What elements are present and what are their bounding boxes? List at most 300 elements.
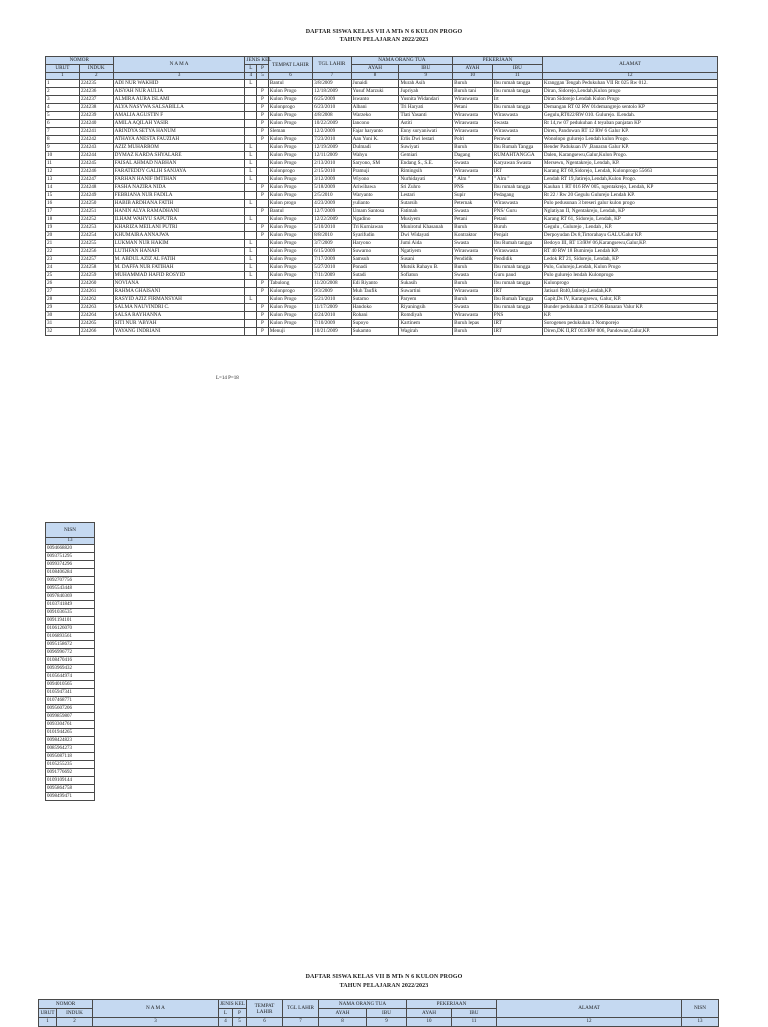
cell-nama: ALYA NASYWA SALSABILLA (113, 104, 245, 112)
cell-induk: 224244 (79, 152, 113, 160)
cell-tgl-lahir: 2/13/2010 (313, 160, 351, 168)
cell-l: L (245, 264, 257, 272)
cell-tgl-lahir: 9/3/2009 (313, 288, 351, 296)
cell-alamat: Kranggan Tengah Pedukuhan VII Rt 025 Rw 012. (542, 80, 717, 88)
cell-alamat: Gegulu , Gulurejo , Lendah , KP. (542, 224, 717, 232)
cell-tgl-lahir: 5/21/2010 (313, 296, 351, 304)
table-row (46, 208, 718, 216)
gender-count: L=14 P=18 (216, 376, 239, 381)
cell-ibu: Riyaningsih (399, 304, 453, 312)
cell-l (245, 232, 257, 240)
doc-subtitle: TAHUN PELAJARAN 2022/2023 (339, 37, 429, 43)
cell-pekerjaan-ayah: PNS (453, 184, 493, 192)
cell-nisn: 0105644974 (46, 673, 95, 681)
cell-tgl-lahir: 3/12/2009 (313, 176, 351, 184)
cell-p: P (257, 224, 269, 232)
cell-ayah: Waryanto (351, 192, 399, 200)
cell-l (245, 96, 257, 104)
cell-pekerjaan-ayah: Swasta (453, 272, 493, 280)
cell-alamat: Derpoyudan Ds 8,Tirtorahayu GALUGalur KP. (542, 232, 717, 240)
cell-alamat: Pulo gulurejo lendah Kulonprogo (542, 272, 717, 280)
cell-ayah: Aan Yuni K. (351, 136, 399, 144)
cell-alamat: Nglatiyan II, Ngentakrejo, Lendah, KP (542, 208, 717, 216)
cell-pekerjaan-ayah: Peternak (453, 200, 493, 208)
cell-nisn: 0106126070 (46, 625, 95, 633)
cell-pekerjaan-ayah: Wiraswasta (453, 96, 493, 104)
cell-tgl-lahir: 12/7/2009 (313, 208, 351, 216)
cell-urut: 14 (46, 184, 80, 192)
cell-tempat-lahir: Menuji (268, 328, 312, 336)
cell-pekerjaan-ibu: Pendidik (492, 256, 542, 264)
header-nisn: NISN (46, 523, 95, 538)
cell-urut: 32 (46, 328, 80, 336)
cell-ibu: Musiyem (399, 216, 453, 224)
cell-pekerjaan-ibu: Ibu rumah tangga (492, 184, 542, 192)
cell-ibu: Astiti (399, 120, 453, 128)
column-index-cell: 7 (313, 73, 351, 80)
cell-alamat: Kauhan 1 RT 016 RW 005, ngentakrejo, Lendah, KP (542, 184, 717, 192)
cell-pekerjaan-ibu: Karyawan Swasta (492, 160, 542, 168)
column-index-cell: 12 (542, 73, 717, 80)
column-index-cell: 10 (407, 1018, 452, 1027)
table-row (46, 312, 718, 320)
cell-ayah: Umam Santosa (351, 208, 399, 216)
cell-ibu: Tri Haryati (399, 104, 453, 112)
cell-nama: AMILA AQILAH YASIR (113, 120, 245, 128)
cell-urut: 4 (46, 104, 80, 112)
cell-tempat-lahir: Kulon Progo (268, 152, 312, 160)
cell-ibu: Ngatiyem (399, 248, 453, 256)
table-row (46, 216, 718, 224)
cell-ayah: Suwarno (351, 248, 399, 256)
cell-l (245, 328, 257, 336)
cell-l: L (245, 216, 257, 224)
table-row (46, 304, 718, 312)
cell-p (257, 168, 269, 176)
cell-induk: 224266 (79, 328, 113, 336)
cell-ibu: Tlati Yasanti (399, 112, 453, 120)
cell-urut: 22 (46, 248, 80, 256)
cell-pekerjaan-ayah: Kontraktor (453, 232, 493, 240)
cell-l: L (245, 248, 257, 256)
header-pekerjaan: PEKERJAAN (453, 57, 543, 65)
cell-nisn: 0108406284 (46, 569, 95, 577)
cell-tempat-lahir: Kulon Progo (268, 192, 312, 200)
cell-ibu: Kartinem (399, 320, 453, 328)
cell-l: L (245, 200, 257, 208)
cell-pekerjaan-ibu: PNS (492, 312, 542, 320)
cell-nisn: 0095543448 (46, 585, 95, 593)
cell-ibu: Fatimah (399, 208, 453, 216)
table-row (46, 136, 718, 144)
cell-ayah: yulianto (351, 200, 399, 208)
cell-pekerjaan-ibu: Ibu Rumah tangga (492, 240, 542, 248)
cell-tgl-lahir: 4/23/2009 (313, 200, 351, 208)
cell-ibu: Suwartini (399, 288, 453, 296)
cell-nisn: 0085964273 (46, 745, 95, 753)
cell-tempat-lahir: Kulon Progo (268, 320, 312, 328)
cell-ayah: Wahyu (351, 152, 399, 160)
cell-ayah: Ponadi (351, 264, 399, 272)
cell-l: L (245, 176, 257, 184)
cell-p: P (257, 288, 269, 296)
cell-tgl-lahir: 5/27/2010 (313, 264, 351, 272)
header-urut: URUT (46, 65, 80, 73)
cell-tgl-lahir: 6/23/2010 (313, 104, 351, 112)
cell-nama: FEBRIANA NUR FADILA (113, 192, 245, 200)
cell-nisn: 0095158672 (46, 641, 95, 649)
cell-urut: 20 (46, 232, 80, 240)
cell-pekerjaan-ayah: Supir (453, 192, 493, 200)
column-index-row-2 (39, 1018, 719, 1027)
cell-tempat-lahir: Kulon Progo (268, 136, 312, 144)
cell-p (257, 296, 269, 304)
cell-pekerjaan-ayah: Polri (453, 136, 493, 144)
header2-pekerjaan-ibu: IBU (452, 1009, 497, 1018)
table-row (46, 248, 718, 256)
cell-urut: 13 (46, 176, 80, 184)
cell-ayah: Iswanto (351, 96, 399, 104)
cell-nama: ATHAYA ANESTA FAUZIAH (113, 136, 245, 144)
nisn-row (46, 641, 95, 649)
cell-pekerjaan-ibu: IRT (492, 328, 542, 336)
cell-p (257, 200, 269, 208)
cell-induk: 224250 (79, 200, 113, 208)
cell-p (257, 144, 269, 152)
cell-p (257, 272, 269, 280)
cell-pekerjaan-ayah: " Alm " (453, 176, 493, 184)
cell-p: P (257, 128, 269, 136)
header2-nomor: NOMOR (39, 1000, 93, 1009)
cell-tempat-lahir: Kulon Progo (268, 312, 312, 320)
column-index-cell: 1 (39, 1018, 57, 1027)
cell-l (245, 312, 257, 320)
cell-pekerjaan-ibu: Ibu rumah tangga (492, 280, 542, 288)
cell-tgl-lahir: 11/17/2009 (313, 304, 351, 312)
cell-nama: LUTHFAN HANAFI (113, 248, 245, 256)
cell-tgl-lahir: 5/18/2009 (313, 184, 351, 192)
cell-alamat: Karang RT 60,Sidorejo, Lendah, Kulonprogo 55663 (542, 168, 717, 176)
nisn-index: 13 (46, 538, 95, 545)
cell-induk: 224257 (79, 256, 113, 264)
nisn-row (46, 737, 95, 745)
cell-pekerjaan-ibu: IRT (492, 320, 542, 328)
cell-ayah: Pramuji (351, 168, 399, 176)
cell-ayah: Handoko (351, 304, 399, 312)
cell-nisn: 0098424823 (46, 737, 95, 745)
cell-ibu: Sutarsih (399, 200, 453, 208)
column-index-cell: 4 (219, 1018, 233, 1027)
nisn-row (46, 665, 95, 673)
cell-l: L (245, 144, 257, 152)
cell-nisn: 0091776692 (46, 769, 95, 777)
cell-pekerjaan-ibu: Petani (492, 216, 542, 224)
cell-l (245, 224, 257, 232)
nisn-row (46, 713, 95, 721)
cell-alamat: Diran, Sidorejo,Lendah,Kulon progo (542, 88, 717, 96)
cell-tempat-lahir: Kulon progo (268, 200, 312, 208)
cell-pekerjaan-ibu: Perawat (492, 136, 542, 144)
table-row (46, 184, 718, 192)
cell-alamat: Ledok RT 21, Sidorejo, Lendah, KP (542, 256, 717, 264)
cell-ayah: Haryono (351, 240, 399, 248)
nisn-row (46, 793, 95, 801)
cell-nisn: 0091194101 (46, 617, 95, 625)
cell-tempat-lahir: Kulon Progo (268, 304, 312, 312)
cell-urut: 24 (46, 264, 80, 272)
column-index-row (46, 73, 718, 80)
cell-induk: 224260 (79, 280, 113, 288)
cell-pekerjaan-ayah: Buruh (453, 264, 493, 272)
column-index-cell: 5 (233, 1018, 247, 1027)
column-index-cell: 6 (247, 1018, 283, 1027)
cell-nisn: 0101944265 (46, 729, 95, 737)
cell-nama: SALMA NAUVINDRI C. (113, 304, 245, 312)
table-row (46, 296, 718, 304)
cell-alamat: Pulo, Gulurejo,Lendah, Kulon Progo (542, 264, 717, 272)
cell-pekerjaan-ayah: Buruh (453, 328, 493, 336)
nisn-row (46, 593, 95, 601)
cell-pekerjaan-ayah: Wiraswasta (453, 248, 493, 256)
cell-tgl-lahir: 11/20/2008 (313, 280, 351, 288)
cell-ayah: Sutarno (351, 296, 399, 304)
cell-p (257, 264, 269, 272)
cell-nama: LUKMAN NUR HAKIM (113, 240, 245, 248)
cell-l (245, 208, 257, 216)
cell-l (245, 192, 257, 200)
cell-tgl-lahir: 4/8/2008 (313, 112, 351, 120)
nisn-row (46, 585, 95, 593)
cell-nisn: 0095864758 (46, 785, 95, 793)
cell-pekerjaan-ibu: Pedagang (492, 192, 542, 200)
cell-pekerjaan-ayah: Wiraswasta (453, 288, 493, 296)
cell-urut: 28 (46, 296, 80, 304)
header-p: P (257, 65, 269, 73)
cell-nama: FARATEDDY GALIH SANJAYA (113, 168, 245, 176)
cell-tempat-lahir: Tabulong (268, 280, 312, 288)
cell-urut: 3 (46, 96, 80, 104)
cell-alamat: Rt 22 / Rw 20 Gegulu Gulurejo Lendah KP. (542, 192, 717, 200)
cell-p: P (257, 120, 269, 128)
cell-p: P (257, 192, 269, 200)
header-pekerjaan-ayah: AYAH (453, 65, 493, 73)
cell-nisn: 0108470416 (46, 657, 95, 665)
cell-nama: RAHMA GHAISANI (113, 288, 245, 296)
cell-l (245, 104, 257, 112)
cell-induk: 224263 (79, 304, 113, 312)
header2-jenis-kel: JENIS KEL (220, 1000, 245, 1007)
nisn-table (45, 522, 95, 801)
cell-ayah: Junaidi (351, 80, 399, 88)
cell-induk: 224238 (79, 104, 113, 112)
cell-tgl-lahir: 3/8/2009 (313, 80, 351, 88)
cell-pekerjaan-ibu: PNS/ Guru (492, 208, 542, 216)
cell-induk: 224239 (79, 112, 113, 120)
column-index-cell: 9 (399, 73, 453, 80)
cell-nisn: 0096996772 (46, 649, 95, 657)
cell-nama: FASHA NAZIRA NIDA (113, 184, 245, 192)
cell-p (257, 240, 269, 248)
cell-nisn: 0093969432 (46, 665, 95, 673)
cell-tgl-lahir: 4/24/2010 (313, 312, 351, 320)
cell-tempat-lahir: Bantul (268, 80, 312, 88)
cell-induk: 224235 (79, 80, 113, 88)
nisn-row (46, 545, 95, 553)
column-index-cell: 5 (257, 73, 269, 80)
cell-pekerjaan-ibu: " Alm " (492, 176, 542, 184)
table-row (46, 80, 718, 88)
cell-nisn: 0095607206 (46, 705, 95, 713)
cell-urut: 2 (46, 88, 80, 96)
cell-ayah: Albani (351, 104, 399, 112)
cell-ayah: Yusuf Marzuki (351, 88, 399, 96)
cell-ibu: Yusnita Widandari (399, 96, 453, 104)
cell-induk: 224264 (79, 312, 113, 320)
cell-pekerjaan-ayah: Swasta (453, 160, 493, 168)
table-row (46, 280, 718, 288)
cell-ibu: Sri Zuhro (399, 184, 453, 192)
cell-pekerjaan-ayah: Buruh (453, 144, 493, 152)
cell-urut: 10 (46, 152, 80, 160)
table-row (46, 192, 718, 200)
cell-induk: 224255 (79, 240, 113, 248)
cell-tempat-lahir: Kulon Progo (268, 176, 312, 184)
header2-tgl-lahir: TGL LAHIR (283, 1000, 319, 1018)
cell-nama: M. ABDUL AZIZ AL FATIH (113, 256, 245, 264)
cell-induk: 224241 (79, 128, 113, 136)
nisn-row (46, 729, 95, 737)
cell-tempat-lahir: Kulon Progo (268, 264, 312, 272)
nisn-row (46, 697, 95, 705)
cell-nama: AZIZ MUHARROM (113, 144, 245, 152)
cell-urut: 1 (46, 80, 80, 88)
cell-pekerjaan-ayah: Buruh (453, 224, 493, 232)
cell-p: P (257, 136, 269, 144)
cell-nama: ARINDYA SETYA HANUM (113, 128, 245, 136)
cell-ibu: Nurhidayati (399, 176, 453, 184)
nisn-row (46, 673, 95, 681)
cell-nama: KHARIZA MEILANI PUTRI (113, 224, 245, 232)
cell-alamat: Diran Sidorejo Lendah Kulon Progo (542, 96, 717, 104)
cell-nisn: 0092707756 (46, 577, 95, 585)
table-row (46, 176, 718, 184)
cell-l (245, 136, 257, 144)
cell-tgl-lahir: 7/10/2009 (313, 320, 351, 328)
nisn-row (46, 745, 95, 753)
cell-alamat: Diren, Pandowan RT 12 RW 6 Galur KP. (542, 128, 717, 136)
cell-nama: MUHAMMAD HAFID ROSYID (113, 272, 245, 280)
cell-pekerjaan-ayah: Wiraswasta (453, 312, 493, 320)
header-induk: INDUK (79, 65, 113, 73)
column-index-cell: 2 (57, 1018, 93, 1027)
column-index-cell: 2 (79, 73, 113, 80)
nisn-row (46, 721, 95, 729)
cell-induk: 224254 (79, 232, 113, 240)
table-row (46, 160, 718, 168)
cell-alamat: Gapit,Ds IV, Karangsewu, Galur, KP. (542, 296, 717, 304)
cell-pekerjaan-ayah: Buruh lepas (453, 320, 493, 328)
cell-p (257, 248, 269, 256)
cell-tgl-lahir: 3/7/2009 (313, 240, 351, 248)
cell-induk: 224242 (79, 136, 113, 144)
table-row (46, 224, 718, 232)
cell-p: P (257, 320, 269, 328)
cell-ibu: Sukasih (399, 280, 453, 288)
column-index-cell: 10 (453, 73, 493, 80)
cell-pekerjaan-ibu: Ibu rumah tangga (492, 104, 542, 112)
table-row (46, 264, 718, 272)
column-index-cell: 11 (492, 73, 542, 80)
cell-urut: 15 (46, 192, 80, 200)
cell-urut: 7 (46, 128, 80, 136)
cell-p: P (257, 208, 269, 216)
cell-induk: 224261 (79, 288, 113, 296)
column-index-cell: 7 (283, 1018, 319, 1027)
cell-pekerjaan-ibu: Wiraswasta (492, 128, 542, 136)
cell-ibu: Dwi Widayati (399, 232, 453, 240)
cell-tgl-lahir: 12/22/2009 (313, 216, 351, 224)
cell-alamat: Diren,DK II,RT 013/RW 006, Pandowan,Galur,KP. (542, 328, 717, 336)
cell-ayah: Syarifudin (351, 232, 399, 240)
cell-urut: 11 (46, 160, 80, 168)
cell-pekerjaan-ibu: Penjait (492, 232, 542, 240)
cell-nisn: 0093751295 (46, 553, 95, 561)
cell-urut: 9 (46, 144, 80, 152)
cell-p: P (257, 184, 269, 192)
table-row (46, 112, 718, 120)
student-table-2 (38, 999, 719, 1027)
column-index-cell: 11 (452, 1018, 497, 1027)
cell-urut: 12 (46, 168, 80, 176)
cell-l (245, 280, 257, 288)
cell-nisn: 0095087118 (46, 753, 95, 761)
cell-nisn: 0097840369 (46, 593, 95, 601)
cell-urut: 5 (46, 112, 80, 120)
nisn-row (46, 601, 95, 609)
cell-ayah: Ngadino (351, 216, 399, 224)
column-index-cell: 3 (113, 73, 245, 80)
cell-ibu: Susani (399, 256, 453, 264)
cell-urut: 23 (46, 256, 80, 264)
cell-ayah: Warzeko (351, 112, 399, 120)
cell-ibu: Murah Asih (399, 80, 453, 88)
cell-pekerjaan-ayah: Swasta (453, 240, 493, 248)
cell-tgl-lahir: 2/15/2010 (313, 168, 351, 176)
column-index-cell: 8 (351, 73, 399, 80)
cell-nisn: 0093304761 (46, 721, 95, 729)
cell-ibu: Romdiyah (399, 312, 453, 320)
nisn-row (46, 769, 95, 777)
column-index-cell: 9 (367, 1018, 407, 1027)
cell-tgl-lahir: 6/15/2009 (313, 248, 351, 256)
doc2-title: DAFTAR SISWA KELAS VII B MTs N 6 KULON PROGO (305, 974, 463, 980)
cell-ayah: Muh Taufik (351, 288, 399, 296)
cell-urut: 18 (46, 216, 80, 224)
header-jenis-kel: JENIS KEL (246, 57, 272, 63)
cell-ayah: Supoyo (351, 320, 399, 328)
nisn-row (46, 705, 95, 713)
table-row (46, 88, 718, 96)
cell-ibu: Mutsik Rahayu B. (399, 264, 453, 272)
cell-induk: 224253 (79, 224, 113, 232)
cell-p: P (257, 88, 269, 96)
cell-pekerjaan-ayah: Pendidik (453, 256, 493, 264)
table-row (46, 152, 718, 160)
cell-urut: 6 (46, 120, 80, 128)
cell-tempat-lahir: Kulon Progo (268, 232, 312, 240)
cell-induk: 224248 (79, 184, 113, 192)
cell-pekerjaan-ibu: Wiraswasta (492, 248, 542, 256)
